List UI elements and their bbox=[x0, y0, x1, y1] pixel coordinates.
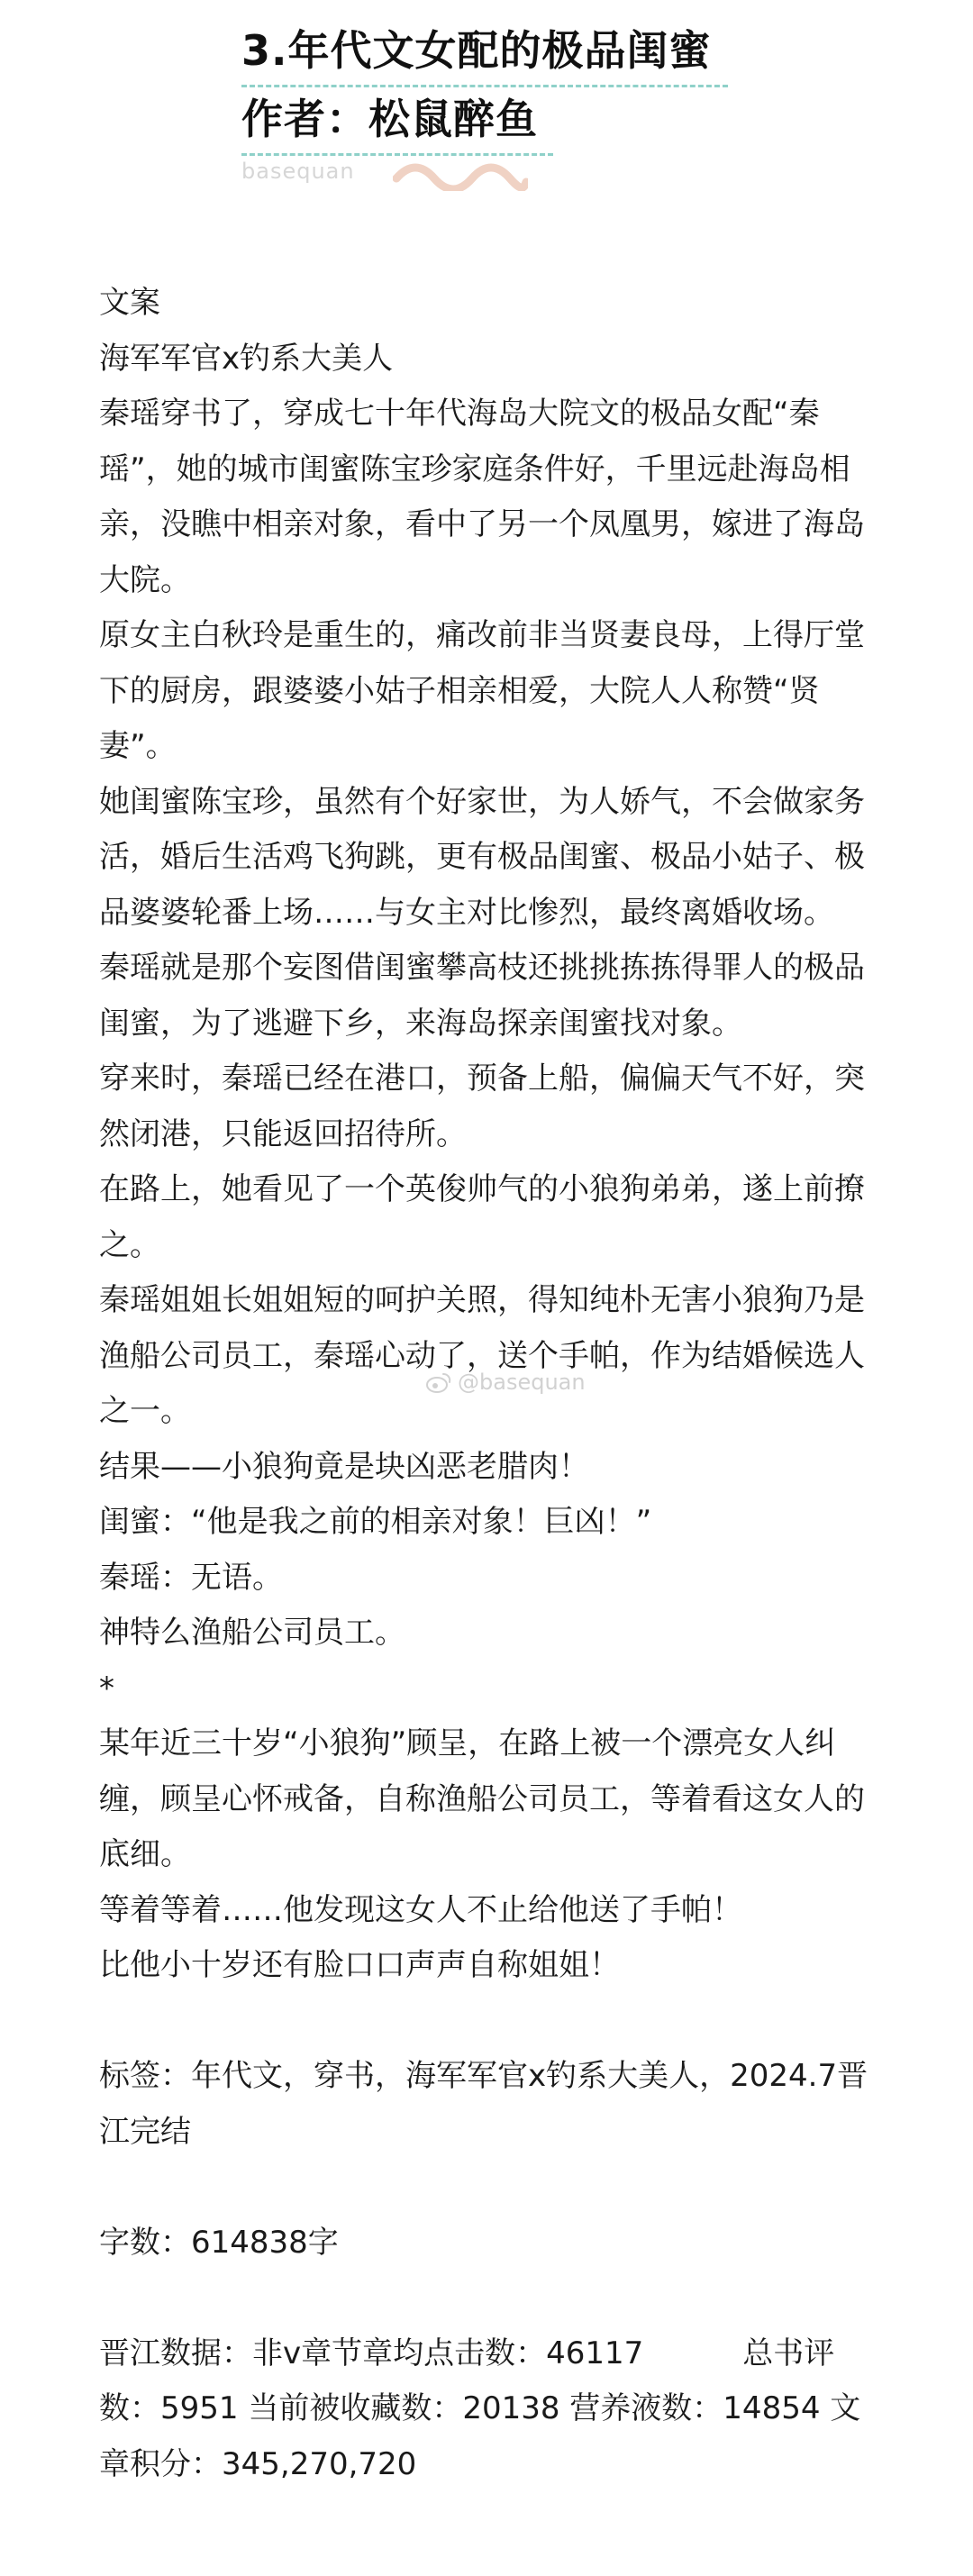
paragraph: 某年近三十岁“小狼狗”顾呈，在路上被一个漂亮女人纠缠，顾呈心怀戒备，自称渔船公司员工，等着看这女人的底细。 bbox=[99, 1725, 865, 1872]
weibo-watermark bbox=[425, 1370, 586, 1395]
paragraph: 海军军官x钓系大美人 bbox=[99, 340, 394, 377]
paragraph: 她闺蜜陈宝珍，虽然有个好家世，为人娇气，不会做家务活，婚后生活鸡飞狗跳，更有极品闺蜜、极品小姑子、极品婆婆轮番上场……与女主对比惨烈，最终离婚收场。 bbox=[99, 783, 865, 931]
weibo-watermark-text: @basequan bbox=[458, 1370, 586, 1395]
word-count-line: 字数：614838字 bbox=[99, 2224, 339, 2261]
header-watermark: basequan bbox=[241, 159, 355, 184]
paragraph: 结果——小狼狗竟是块凶恶老腊肉！ bbox=[99, 1448, 589, 1485]
title-dashed-underline bbox=[241, 85, 728, 87]
paragraph: 神特么渔船公司员工。 bbox=[99, 1615, 405, 1651]
paragraph: 原女主白秋玲是重生的，痛改前非当贤妻良母，上得厅堂下的厨房，跟婆婆小姑子相亲相爱，大院人人称赞“贤妻”。 bbox=[99, 617, 865, 764]
spacer bbox=[99, 1994, 883, 2050]
stats-paragraph bbox=[99, 2326, 883, 2493]
paragraph: 闺蜜：“他是我之前的相亲对象！巨凶！” bbox=[99, 1504, 652, 1540]
paragraph: 穿来时，秦瑶已经在港口，预备上船，偏偏天气不好，突然闭港，只能返回招待所。 bbox=[99, 1060, 865, 1152]
paragraph: 文案 bbox=[99, 285, 160, 321]
stats-part-2: 总书评数：5951 当前被收藏数：20138 营养液数：14854 文章积分：345,270,720 bbox=[99, 2335, 861, 2482]
weibo-logo-icon bbox=[425, 1370, 452, 1394]
paragraph: 在路上，她看见了一个英俊帅气的小狼狗弟弟，遂上前撩之。 bbox=[99, 1171, 865, 1263]
author-dashed-underline bbox=[241, 153, 553, 156]
article-header bbox=[241, 13, 818, 193]
paragraph: 秦瑶：无语。 bbox=[99, 1559, 283, 1596]
tags-line: 标签：年代文，穿书，海军军官x钓系大美人，2024.7晋江完结 bbox=[99, 2058, 868, 2150]
stats-part-1: 晋江数据：非v章节章均点击数：46117 bbox=[99, 2335, 644, 2371]
wave-ornament-icon bbox=[393, 162, 528, 191]
author-line: 作者：松鼠醉鱼 bbox=[241, 95, 538, 143]
paragraph: 秦瑶姐姐长姐姐短的呵护关照，得知纯朴无害小狼狗乃是渔船公司员工，秦瑶心动了，送个手帕，作为结婚候选人之一。 bbox=[99, 1282, 865, 1429]
spacer bbox=[99, 2160, 883, 2216]
paragraph: 秦瑶穿书了，穿成七十年代海岛大院文的极品女配“秦瑶”，她的城市闺蜜陈宝珍家庭条件好，千里远赴海岛相亲，没瞧中相亲对象，看中了另一个凤凰男，嫁进了海岛大院。 bbox=[99, 396, 865, 598]
book-title: 3.年代文女配的极品闺蜜 bbox=[241, 26, 712, 75]
paragraph: * bbox=[99, 1670, 114, 1707]
spacer bbox=[99, 2271, 883, 2326]
paragraph: 等着等着……他发现这女人不止给他送了手帕！ bbox=[99, 1891, 742, 1928]
paragraph: 秦瑶就是那个妄图借闺蜜攀高枝还挑挑拣拣得罪人的极品闺蜜，为了逃避下乡，来海岛探亲闺蜜找对象。 bbox=[99, 950, 865, 1042]
paragraph: 比他小十岁还有脸口口声声自称姐姐！ bbox=[99, 1947, 620, 1983]
